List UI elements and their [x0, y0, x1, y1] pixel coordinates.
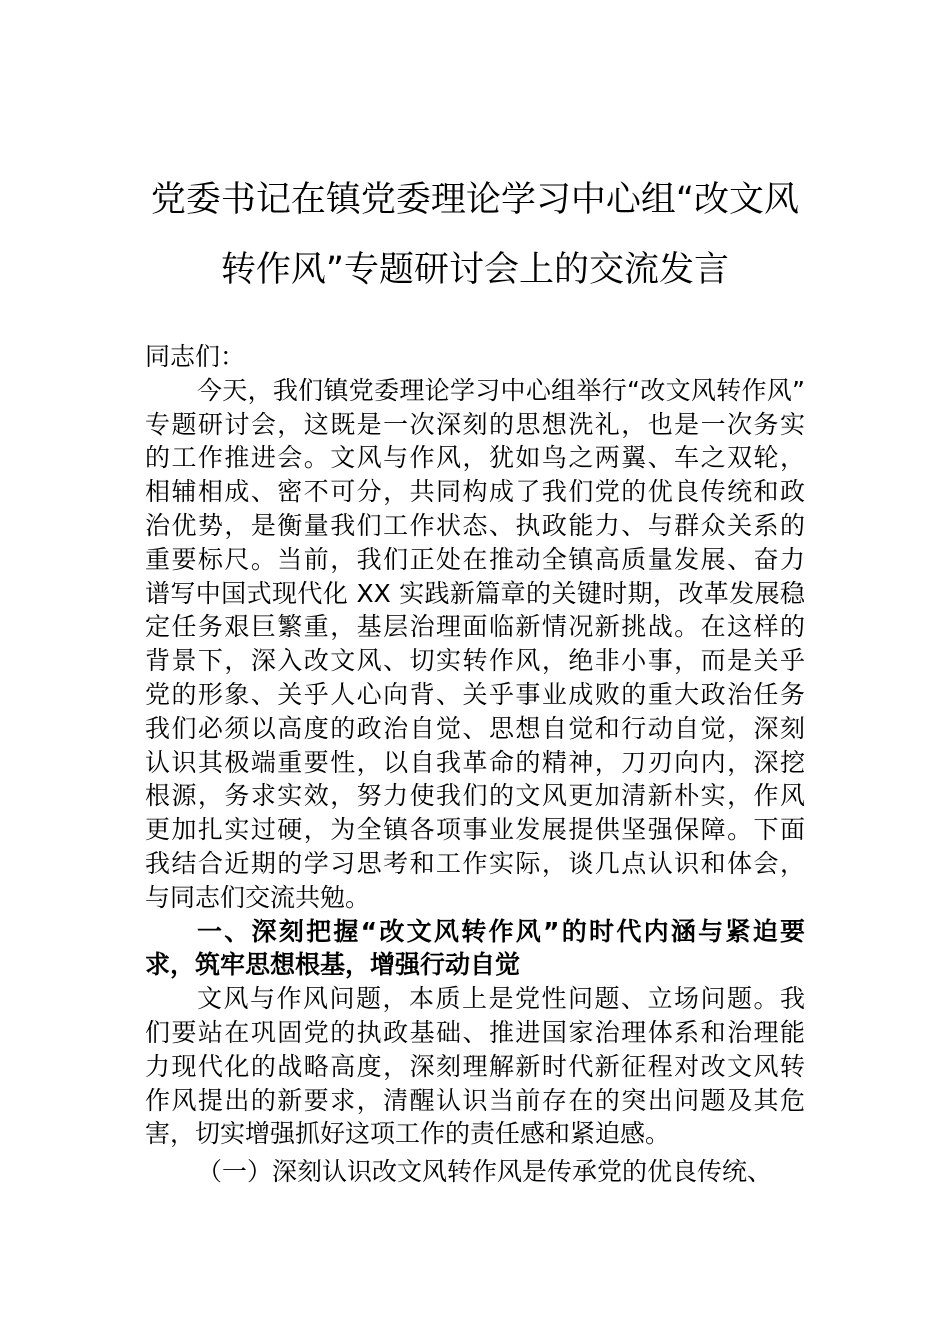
text-line: 们要站在巩固党的执政基础、推进国家治理体系和治理能 [145, 1017, 805, 1047]
text-line: 一、深刻把握“改文风转作风”的时代内涵与紧迫要 [197, 916, 805, 946]
text-line: 我结合近期的学习思考和工作实际，谈几点认识和体会， [145, 848, 805, 878]
section-heading-1 [145, 915, 805, 983]
text-line: 定任务艰巨繁重，基层治理面临新情况新挑战。在这样的 [145, 612, 805, 642]
text-line: 与同志们交流共勉。 [145, 882, 371, 912]
text-line: 重要标尺。当前，我们正处在推动全镇高质量发展、奋力 [145, 544, 805, 574]
text-line: 治优势，是衡量我们工作状态、执政能力、与群众关系的 [145, 510, 805, 540]
text-line: 根源，务求实效，努力使我们的文风更加清新朴实，作风 [145, 781, 805, 811]
document-title-line-1: 党委书记在镇党委理论学习中心组“改文风 [150, 180, 800, 220]
text-line: 专题研讨会，这既是一次深刻的思想洗礼，也是一次务实 [145, 409, 805, 439]
paragraph-section-1 [145, 982, 805, 1151]
paragraph-intro [145, 374, 805, 915]
text-line: 谱写中国式现代化 XX 实践新篇章的关键时期，改革发展稳 [145, 578, 805, 608]
document-title-line-2: 转作风”专题研讨会上的交流发言 [220, 250, 730, 290]
text-line: 求，筑牢思想根基，增强行动自觉 [145, 950, 521, 980]
salutation: 同志们： [145, 342, 246, 371]
text-line: 党的形象、关乎人心向背、关乎事业成败的重大政治任务 [145, 679, 805, 709]
text-line: 认识其极端重要性，以自我革命的精神，刀刃向内，深挖 [145, 747, 805, 777]
subheading-1: （一）深刻认识改文风转作风是传承党的优良传统、 [197, 1157, 773, 1187]
text-line: 背景下，深入改文风、切实转作风，绝非小事，而是关乎 [145, 646, 805, 676]
text-line: 害，切实增强抓好这项工作的责任感和紧迫感。 [145, 1119, 671, 1149]
text-line: 的工作推进会。文风与作风，犹如鸟之两翼、车之双轮， [145, 443, 805, 473]
text-line: 相辅相成、密不可分，共同构成了我们党的优良传统和政 [145, 477, 805, 507]
text-line: 我们必须以高度的政治自觉、思想自觉和行动自觉，深刻 [145, 713, 805, 743]
text-line: 力现代化的战略高度，深刻理解新时代新征程对改文风转 [145, 1051, 805, 1081]
document-body [145, 340, 805, 1189]
text-line: 今天，我们镇党委理论学习中心组举行“改文风转作风” [197, 375, 805, 405]
text-line: 作风提出的新要求，清醒认识当前存在的突出问题及其危 [145, 1085, 805, 1115]
text-line: 文风与作风问题，本质上是党性问题、立场问题。我 [197, 984, 805, 1014]
text-line: 更加扎实过硬，为全镇各项事业发展提供坚强保障。下面 [145, 815, 805, 845]
